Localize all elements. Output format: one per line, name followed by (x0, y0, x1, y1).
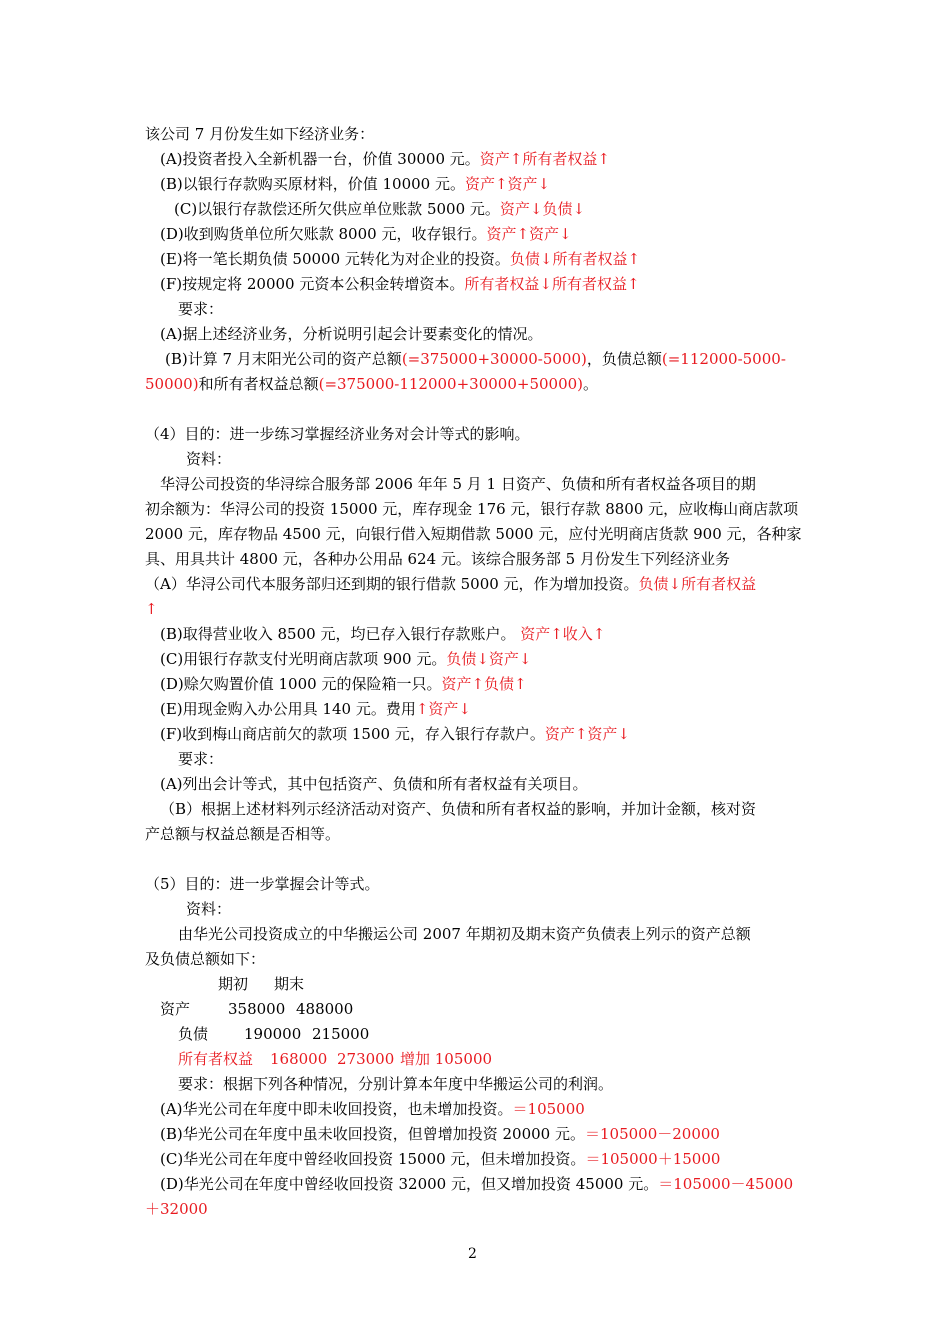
section3-item-a: (A)投资者投入全新机器一台，价值 30000 元。资产↑所有者权益↑ (160, 150, 610, 168)
balance-table-header-end: 期末 (274, 975, 305, 993)
section4-item-f: (F)收到梅山商店前欠的款项 1500 元，存入银行存款户。资产↑资产↓ (160, 725, 630, 743)
section4-requirement-label: 要求： (178, 750, 224, 768)
section3-requirement-label: 要求： (178, 300, 224, 318)
balance-table-cell: 190000 (244, 1025, 302, 1043)
section4-item-b-answer: 资产↑收入↑ (515, 625, 606, 643)
section5-item-d-answer: ＝105000－45000 (658, 1175, 794, 1193)
section4-material-line: 初余额为：华浔公司的投资 15000 元，库存现金 176 元，银行存款 8800 元，应收梅山商店款项 (145, 500, 799, 518)
section4-item-b: (B)取得营业收入 8500 元，均已存入银行存款账户。 资产↑收入↑ (160, 625, 606, 643)
section5-heading: （5）目的：进一步掌握会计等式。 (145, 875, 380, 893)
section5-requirement: 要求：根据下列各种情况，分别计算本年度中华搬运公司的利润。 (178, 1075, 614, 1093)
balance-table-cell: 215000 (312, 1025, 370, 1043)
section5-item-b: (B)华光公司在年度中虽未收回投资，但曾增加投资 20000 元。＝105000－20000 (160, 1125, 720, 1143)
section5-item-a-answer: ＝105000 (512, 1100, 585, 1118)
section5-material-line: 由华光公司投资成立的中华搬运公司 2007 年期初及期末资产负债表上列示的资产总额 (178, 925, 751, 943)
section4-item-c-answer: 负债↓资产↓ (446, 650, 532, 668)
section3-item-a-answer: 资产↑所有者权益↑ (479, 150, 610, 168)
section3-item-f: (F)按规定将 20000 元资本公积金转增资本。所有者权益↓所有者权益↑ (160, 275, 640, 293)
section3-item-c-answer: 资产↓负债↓ (499, 200, 586, 218)
section5-item-d-answer-cont: ＋32000 (145, 1200, 208, 1218)
section3-requirement-b-cont: 50000)和所有者权益总额(=375000-112000+30000+50000)。 (145, 375, 599, 393)
section3-item-d: (D)收到购货单位所欠账款 8000 元，收存银行。资产↑资产↓ (160, 225, 572, 243)
balance-table-row-label: 负债 (178, 1025, 209, 1043)
section4-item-f-answer: 资产↑资产↓ (544, 725, 630, 743)
page-number: 2 (468, 1246, 477, 1262)
section4-item-d: (D)赊欠购置价值 1000 元的保险箱一只。资产↑负债↑ (160, 675, 527, 693)
section4-item-a-answer: 负债↓所有者权益 (638, 575, 757, 593)
section4-requirement-a: (A)列出会计等式，其中包括资产、负债和所有者权益有关项目。 (160, 775, 588, 793)
section5-item-c-answer: ＝105000＋15000 (585, 1150, 721, 1168)
section5-item-c: (C)华光公司在年度中曾经收回投资 15000 元，但未增加投资。＝105000＋15000 (160, 1150, 721, 1168)
section4-item-e-answer: ↑资产↓ (415, 700, 471, 718)
balance-table-equity-label: 所有者权益 (178, 1050, 254, 1068)
section5-item-a: (A)华光公司在年度中即未收回投资，也未增加投资。＝105000 (160, 1100, 585, 1118)
balance-table-equity-end: 273000 (337, 1050, 395, 1068)
section5-material-line: 及负债总额如下： (145, 950, 266, 968)
section3-item-e-answer: 负债↓所有者权益↑ (509, 250, 641, 268)
section3-item-d-answer: 资产↑资产↓ (486, 225, 572, 243)
section4-item-e: (E)用现金购入办公用具 140 元。费用↑资产↓ (160, 700, 471, 718)
balance-table-equity-note: 增加 105000 (400, 1050, 493, 1068)
section3-requirement-a: (A)据上述经济业务，分析说明引起会计要素变化的情况。 (160, 325, 543, 343)
section5-material-label: 资料： (186, 900, 232, 918)
section3-item-e: (E)将一笔长期负债 50000 元转化为对企业的投资。负债↓所有者权益↑ (160, 250, 641, 268)
section4-item-a-answer-cont: ↑ (145, 600, 158, 618)
balance-table-row-label: 资产 (160, 1000, 191, 1018)
section4-requirement-b-cont: 产总额与权益总额是否相等。 (145, 825, 341, 843)
section3-item-c: (C)以银行存款偿还所欠供应单位账款 5000 元。资产↓负债↓ (174, 200, 586, 218)
balance-table-cell: 488000 (296, 1000, 354, 1018)
section4-heading: （4）目的：进一步练习掌握经济业务对会计等式的影响。 (145, 425, 530, 443)
section4-material-line: 2000 元，库存物品 4500 元，向银行借入短期借款 5000 元，应付光明商店货款 900 元，各种家 (145, 525, 802, 543)
section3-item-b: (B)以银行存款购买原材料，价值 10000 元。资产↑资产↓ (160, 175, 551, 193)
section5-item-b-answer: ＝105000－20000 (584, 1125, 720, 1143)
section4-item-d-answer: 资产↑负债↑ (441, 675, 527, 693)
section4-requirement-b: （B）根据上述材料列示经济活动对资产、负债和所有者权益的影响，并加计金额，核对资 (160, 800, 757, 818)
section3-item-f-answer: 所有者权益↓所有者权益↑ (464, 275, 640, 293)
section4-material-line: 具、用具共计 4800 元，各种办公用品 624 元。该综合服务部 5 月份发生下列经济业务 (145, 550, 730, 568)
balance-table-cell: 358000 (228, 1000, 286, 1018)
section4-material-label: 资料： (186, 450, 232, 468)
section3-item-b-answer: 资产↑资产↓ (464, 175, 551, 193)
section3-intro: 该公司 7 月份发生如下经济业务： (145, 125, 375, 143)
section4-item-a: （A）华浔公司代本服务部归还到期的银行借款 5000 元，作为增加投资。负债↓所有者权益 (145, 575, 757, 593)
section4-material-line: 华浔公司投资的华浔综合服务部 2006 年年 5 月 1 日资产、负债和所有者权益各项目的期 (160, 475, 756, 493)
section5-item-d: (D)华光公司在年度中曾经收回投资 32000 元，但又增加投资 45000 元。＝105000－45000 (160, 1175, 794, 1193)
section3-requirement-b: (B)计算 7 月末阳光公司的资产总额(=375000+30000-5000)，负债总额(=112000-5000- (165, 350, 786, 368)
balance-table-header-start: 期初 (218, 975, 249, 993)
balance-table-equity-start: 168000 (270, 1050, 328, 1068)
section4-item-c: (C)用银行存款支付光明商店款项 900 元。负债↓资产↓ (160, 650, 532, 668)
